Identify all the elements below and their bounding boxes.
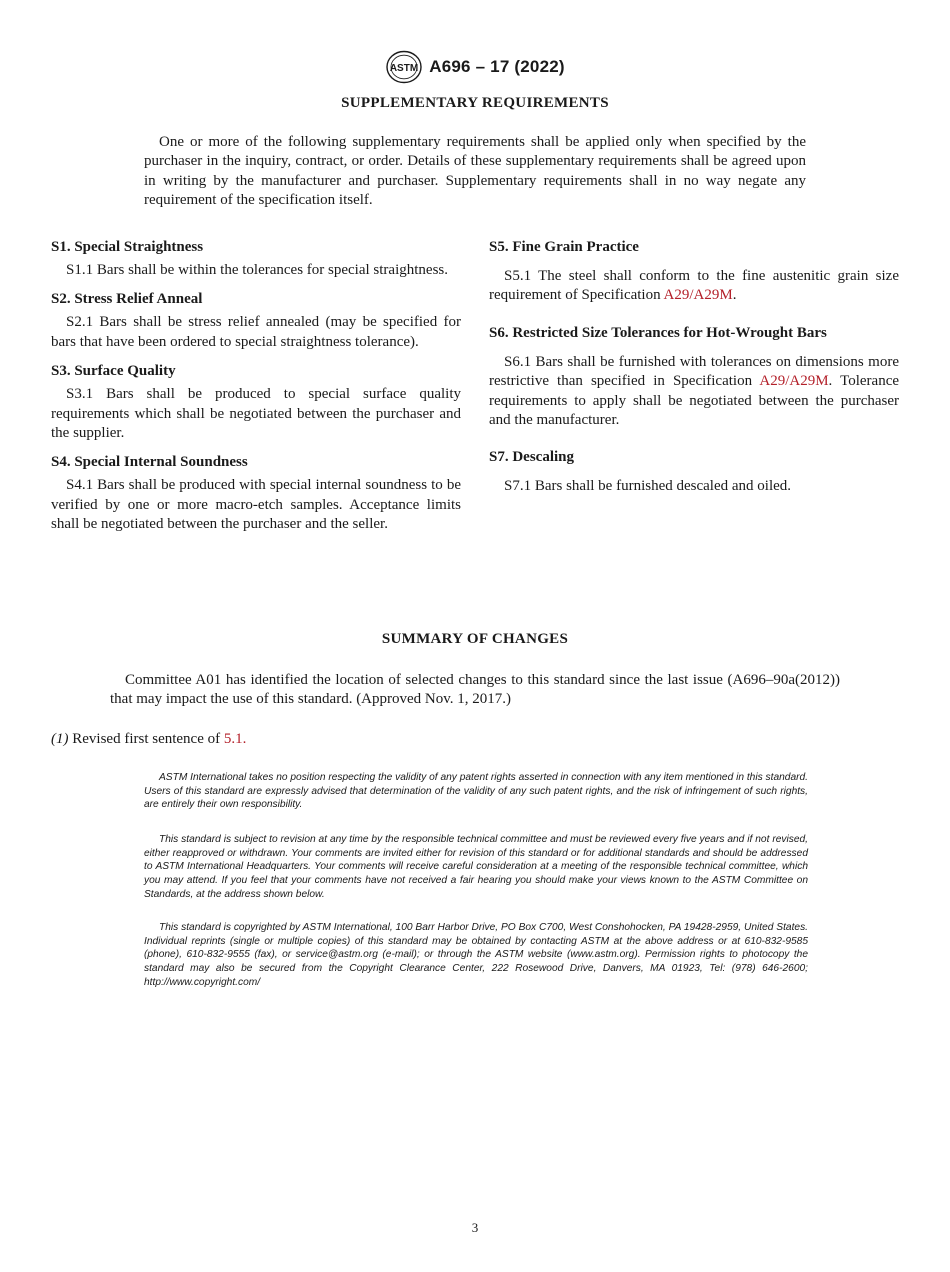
s6-body-end: . Tolerance requirements to apply shall be negotiated between the purchaser and the manufacturer. — [489, 373, 900, 429]
section-s7 — [489, 448, 899, 496]
s5-body-end: . — [732, 287, 737, 304]
supplementary-title: SUPPLEMENTARY REQUIREMENTS — [341, 95, 609, 111]
s4-title: S4. Special Internal Soundness — [51, 454, 248, 471]
supplementary-intro: One or more of the following supplementary requirements shall be applied only when specified by the purchaser in the inquiry, contract, or order. Details of these supplementary requirements shall be agreed upon in writing by the manufacturer and purchaser. Supplementary requirements shall in no way negate any requirement of the specification itself. — [144, 134, 806, 209]
s6-body-text: S6.1 Bars shall be furnished with tolerances on dimensions more restrictive than specified in Specification — [489, 353, 899, 390]
change-item-number: (1) — [51, 731, 69, 747]
document-id: A696 – 17 (2022) — [429, 57, 565, 76]
patent-notice: ASTM International takes no position respecting the validity of any patent rights asserted in connection with any item mentioned in this standard. Users of this standard are expressly advised that determination of the validity of any such patent rights, and the risk of infringement of such rights, are entirely their own responsibility. — [144, 772, 808, 811]
s7-title: S7. Descaling — [489, 449, 575, 466]
summary-title: SUMMARY OF CHANGES — [381, 631, 569, 647]
left-column — [51, 238, 461, 545]
revision-notice: This standard is subject to revision at any time by the responsible technical committee and must be reviewed every five years and if not revised, either reapproved or withdrawn. Your comments are invited either for revision of this standard or for additional standards and should be addressed to ASTM International Headquarters. Your comments will receive careful consideration at a meeting of the responsible technical committee, which you may attend. If you feel that your comments have not received a fair hearing you should make your views known to the ASTM Committee on Standards, at the address shown below. — [144, 834, 808, 900]
s1-title: S1. Special Straightness — [51, 239, 204, 255]
s3-body: S3.1 Bars shall be produced to special surface quality requirements which shall be negotiated between the purchaser and the supplier. — [51, 386, 461, 442]
section-s5 — [489, 238, 899, 306]
page-header — [0, 50, 950, 84]
s5-body-text: S5.1 The steel shall conform to the fine austenitic grain size requirement of Specification — [489, 268, 899, 304]
s2-title: S2. Stress Relief Anneal — [51, 291, 203, 308]
right-column — [489, 238, 899, 515]
section-s2 — [51, 290, 461, 352]
section-s4 — [51, 453, 461, 534]
section-s1 — [51, 238, 461, 280]
s6-title: S6. Restricted Size Tolerances for Hot-Wrought Bars — [489, 324, 827, 341]
section-s3 — [51, 362, 461, 443]
s4-body: S4.1 Bars shall be produced with special internal soundness to be verified by one or more macro-etch samples. Acceptance limits shall be negotiated between the purchaser and the seller. — [51, 477, 461, 533]
s3-title: S3. Surface Quality — [51, 363, 176, 380]
s6-body — [489, 353, 899, 431]
section-5-1-link[interactable]: 5.1. — [223, 731, 247, 747]
s1-body: S1.1 Bars shall be within the tolerances for special straightness. — [66, 262, 448, 278]
copyright-notice: This standard is copyrighted by ASTM International, 100 Barr Harbor Drive, PO Box C700, West Conshohocken, PA 19428-2959, United States. Individual reprints (single or multiple copies) of this standard may be obtained by contacting ASTM at the above address or at 610-832-9585 (phone), 610-832-9555 (fax), or service@astm.org (e-mail); or through the ASTM website (www.astm.org). Permission rights to photocopy the standard may also be secured from the Copyright Clearance Center, 222 Rosewood Drive, Danvers, MA 01923, Tel: (978) 646-2600; http://www.copyright.com/ — [144, 922, 808, 988]
change-item-text: Revised first sentence of — [68, 731, 224, 747]
summary-intro: Committee A01 has identified the location of selected changes to this standard since the last issue (A696–90a(2012)) that may impact the use of this standard. (Approved Nov. 1, 2017.) — [110, 672, 840, 708]
s2-body: S2.1 Bars shall be stress relief annealed (may be specified for bars that have been ordered to special straightness tolerance). — [51, 314, 461, 350]
s5-title: S5. Fine Grain Practice — [489, 239, 639, 255]
section-s6 — [489, 324, 899, 431]
s5-spec-link[interactable]: A29/A29M — [663, 287, 733, 304]
astm-logo-text: ASTM — [390, 63, 419, 74]
astm-logo-icon — [385, 50, 423, 84]
s5-body — [489, 267, 899, 306]
s7-body: S7.1 Bars shall be furnished descaled and oiled. — [504, 478, 792, 495]
change-item — [51, 731, 246, 748]
s6-spec-link[interactable]: A29/A29M — [759, 373, 829, 390]
page-number: 3 — [471, 1220, 479, 1235]
